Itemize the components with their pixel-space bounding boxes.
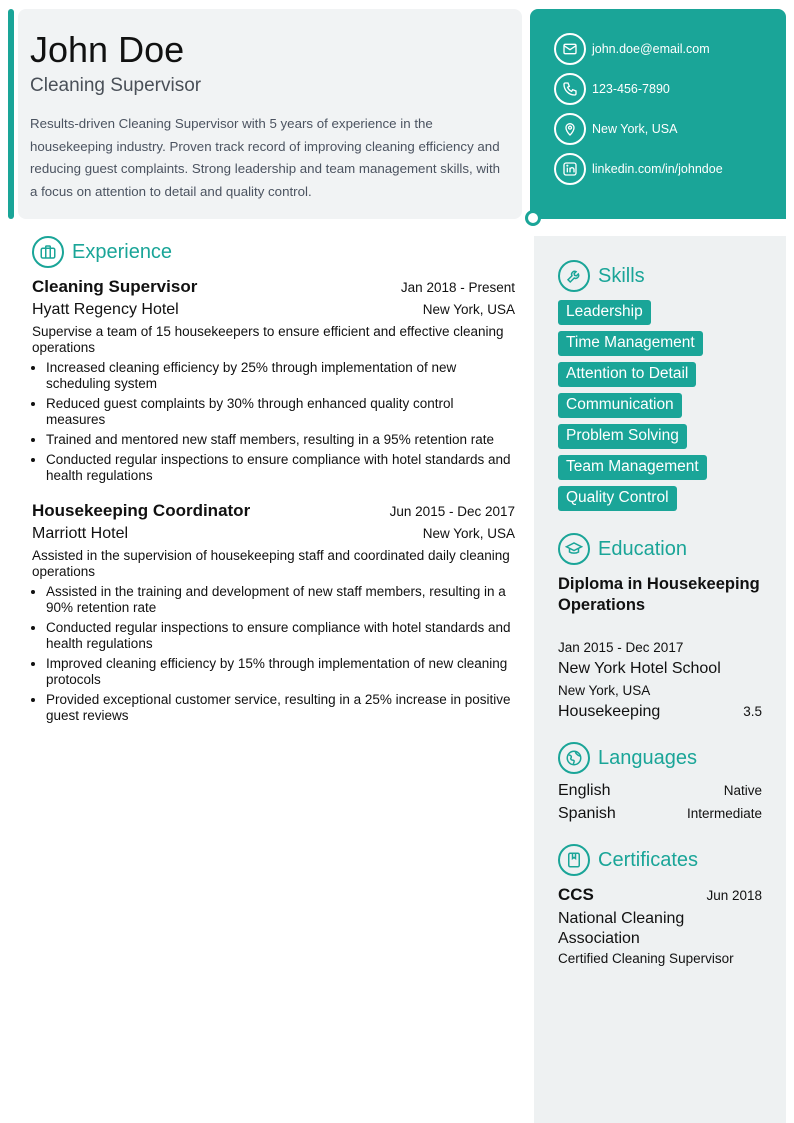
linkedin-icon [554, 153, 586, 185]
skill-tag: Team Management [558, 455, 707, 480]
briefcase-icon [32, 236, 64, 268]
graduation-cap-icon [558, 533, 590, 565]
location-text: New York, USA [592, 122, 678, 136]
education-school: New York Hotel School [558, 660, 721, 677]
education-title: Education [598, 537, 687, 560]
languages-title: Languages [598, 746, 697, 769]
language-name: English [558, 782, 611, 799]
phone-icon [554, 73, 586, 105]
map-pin-icon [554, 113, 586, 145]
education-field-row [558, 703, 762, 721]
bullet-item: • Improved cleaning efficiency by 15% through implementation of new cleaning protocols [46, 656, 515, 688]
email-text: john.doe@email.com [592, 42, 710, 56]
job-entry-description: Supervise a team of 15 housekeepers to ensure efficient and effective cleaning operations [32, 324, 504, 355]
skill-tag: Problem Solving [558, 424, 687, 449]
header-accent-bar [8, 9, 14, 219]
bullet-item: • Trained and mentored new staff members, resulting in a 95% retention rate [46, 432, 515, 448]
education-gpa: 3.5 [743, 704, 762, 719]
bullet-item: • Conducted regular inspections to ensure compliance with hotel standards and health regulations [46, 620, 515, 652]
languages-heading [558, 742, 697, 774]
mail-icon [554, 33, 586, 65]
experience-heading [32, 236, 172, 268]
job-entry-location: New York, USA [422, 526, 515, 541]
contact-phone[interactable] [554, 73, 670, 105]
skills-list [558, 300, 778, 517]
contact-panel [530, 9, 786, 219]
header-panel [18, 9, 522, 219]
certificate-full-name: Certified Cleaning Supervisor [558, 951, 734, 966]
skill-tag: Communication [558, 393, 682, 418]
skills-title: Skills [598, 264, 645, 287]
skill-tag: Quality Control [558, 486, 677, 511]
skill-tag: Time Management [558, 331, 703, 356]
contact-linkedin[interactable] [554, 153, 723, 185]
summary: Results-driven Cleaning Supervisor with 5 years of experience in the housekeeping industry. Proven track record of improving cleaning efficiency and reducing guest complaints. Strong leadership and team management skills, with a focus on attention to detail and quality control. [30, 116, 501, 199]
job-entry-company: Hyatt Regency Hotel [32, 301, 179, 318]
job-entry-title: Cleaning Supervisor [32, 277, 198, 296]
candidate-name: John Doe [30, 29, 185, 70]
language-level: Intermediate [686, 806, 762, 821]
bullet-item: • Increased cleaning efficiency by 25% through implementation of new scheduling system [46, 360, 515, 392]
language-row [558, 782, 762, 800]
certificate-issuer: National Cleaning Association [558, 910, 685, 947]
certificates-heading [558, 844, 698, 876]
bullet-item: • Assisted in the training and development of new staff members, resulting in a 90% retention rate [46, 584, 515, 616]
skills-heading [558, 260, 645, 292]
job-title: Cleaning Supervisor [30, 75, 202, 96]
phone-text: 123-456-7890 [592, 82, 670, 96]
language-row [558, 805, 762, 823]
contact-location [554, 113, 677, 145]
language-level: Native [723, 783, 762, 798]
bullet-item: • Conducted regular inspections to ensure compliance with hotel standards and health regulations [46, 452, 515, 484]
certificate-name: CCS [558, 885, 594, 904]
certificate-row [558, 885, 762, 905]
contact-email[interactable] [554, 33, 710, 65]
job-entry [32, 501, 515, 728]
education-field: Housekeeping [558, 703, 661, 720]
job-entry-bullets [32, 584, 515, 724]
job-entry-dates: Jan 2018 - Present [400, 280, 515, 295]
job-entry-bullets [32, 360, 515, 484]
job-entry-company: Marriott Hotel [32, 525, 129, 542]
education-degree: Diploma in Housekeeping Operations [558, 575, 760, 614]
certificate-book-icon [558, 844, 590, 876]
globe-icon [558, 742, 590, 774]
language-name: Spanish [558, 805, 616, 822]
skill-tag: Attention to Detail [558, 362, 696, 387]
certificate-date: Jun 2018 [706, 888, 762, 903]
bullet-item: • Reduced guest complaints by 30% through enhanced quality control measures [46, 396, 515, 428]
skill-tag: Leadership [558, 300, 651, 325]
job-entry-description: Assisted in the supervision of housekeeping staff and coordinated daily cleaning operations [32, 548, 510, 579]
bullet-item: • Provided exceptional customer service, resulting in a 25% increase in positive guest reviews [46, 692, 515, 724]
timeline-dot [525, 210, 541, 226]
education-heading [558, 533, 687, 565]
job-entry-dates: Jun 2015 - Dec 2017 [389, 504, 515, 519]
education-dates: Jan 2015 - Dec 2017 [558, 640, 684, 655]
wrench-icon [558, 260, 590, 292]
experience-title: Experience [72, 240, 173, 263]
education-location: New York, USA [558, 683, 651, 698]
job-entry [32, 277, 515, 488]
job-entry-title: Housekeeping Coordinator [32, 501, 251, 520]
job-entry-location: New York, USA [422, 302, 515, 317]
linkedin-text: linkedin.com/in/johndoe [592, 162, 723, 176]
certificates-title: Certificates [598, 848, 699, 871]
